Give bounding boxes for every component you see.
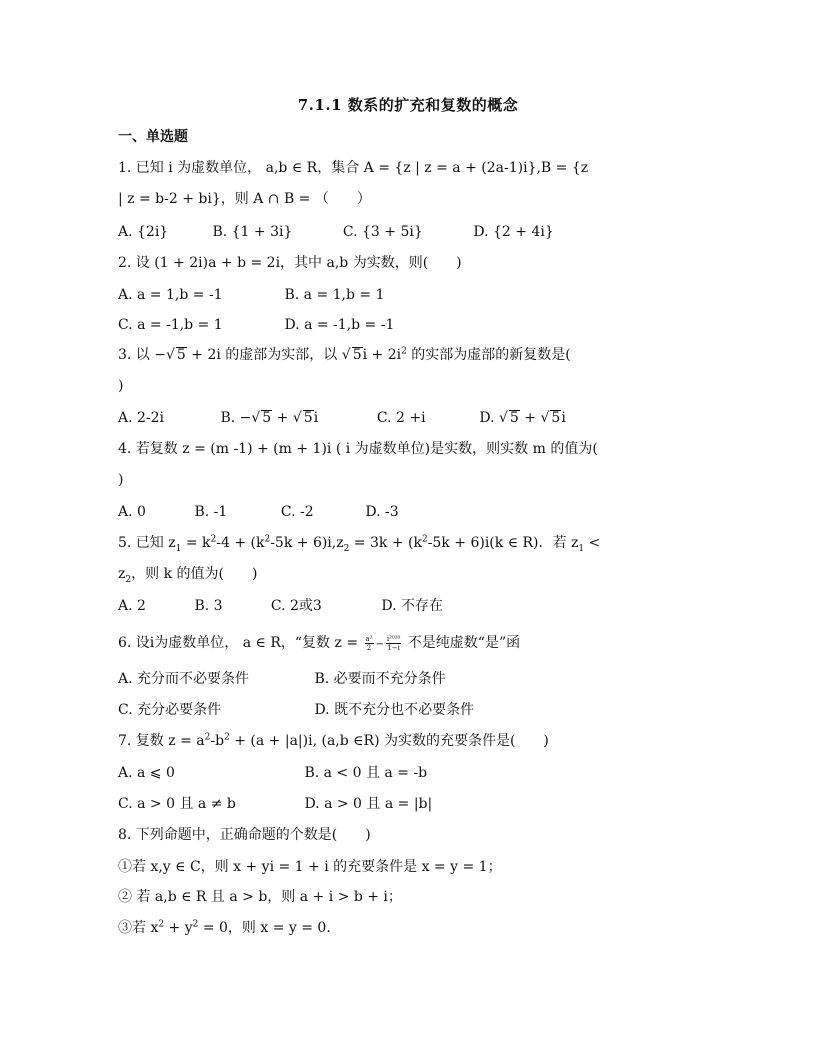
option-d: D. -3	[365, 504, 399, 520]
option-d: D. a > 0 且 a = |b|	[304, 796, 433, 812]
option-b: B. a = 1,b = 1	[284, 287, 385, 303]
question-1-options	[118, 223, 554, 241]
question-8-line-1: 8. 下列命题中，正确命题的个数是( )	[118, 827, 371, 843]
sqrt-radicand: 5	[352, 347, 362, 363]
option-c: C. a > 0 且 a ≠ b	[118, 796, 236, 812]
option-a: A. {2i}	[118, 224, 169, 240]
option-a: A. 2	[118, 598, 146, 614]
option-c: C. 2 +i	[376, 410, 426, 426]
question-2-options-row-2	[118, 316, 394, 334]
question-8-item-2: ② 若 a,b ∈ R 且 a > b，则 a + i > b + i；	[118, 889, 402, 905]
option-c: C. -2	[280, 504, 314, 520]
option-c: C. 2或3	[270, 598, 322, 614]
question-4-options	[118, 503, 399, 521]
option-c: C. {3 + 5i}	[342, 224, 423, 240]
option-b: B. -1	[194, 504, 228, 520]
question-4-line-2: )	[118, 472, 124, 488]
option-a: A. 充分而不必要条件	[118, 671, 250, 687]
option-b: B. a < 0 且 a = -b	[304, 765, 428, 781]
question-8-item-1: ①若 x,y ∈ C，则 x + yi = 1 + i 的充要条件是 x = y = 1；	[118, 859, 502, 875]
question-3-line-1: 3. 以 −√ 5 + 2i 的虚部为实部，以 √ $5i + 2i^2$ 的实部为虚部的新复数是(	[118, 346, 571, 363]
option-d: D. {2 + 4i}	[473, 224, 554, 240]
section-heading: 一、单选题	[118, 129, 188, 145]
option-d: D. √ 5 + √ 5i	[479, 410, 566, 426]
question-4-line-1: 4. 若复数 z = (m -1) + (m + 1)i ( i 为虚数单位)是实数，则实数 m 的值为(	[118, 441, 598, 457]
option-d: D. a = -1,b = -1	[284, 317, 395, 333]
question-3-line-2: )	[118, 378, 124, 394]
question-5-line-2: $z_2$，则 k 的值为( )	[118, 566, 258, 585]
option-a: A. a ⩽ 0	[118, 765, 175, 781]
question-7-options-row-1	[118, 764, 427, 782]
question-1-line-2: | z = b-2 + bi}，则 A ∩ B = （ ）	[118, 191, 371, 207]
option-a: A. a = 1,b = -1	[118, 287, 223, 303]
option-c: C. 充分必要条件	[118, 702, 222, 718]
question-5-options	[118, 597, 443, 615]
question-5-line-1: 5. 已知 $z_1 = k^2-4 + (k^2-5k + 6)i,z_2 = 3k + (k^2-5k + 6)i(k$ ∈ R)．若 $z_1$ <	[118, 534, 601, 554]
option-c: C. a = -1,b = 1	[118, 317, 223, 333]
question-2-options-row-1	[118, 286, 384, 304]
question-7-line-1: 7. 复数 $z = a^2-b^2 + (a + |a|)i$, (a,b ∈R) 为实数的充要条件是( )	[118, 732, 549, 749]
option-d: D. 既不充分也不必要条件	[314, 702, 475, 718]
option-a: A. 2-2i	[118, 410, 165, 426]
question-6-line-1: 6. 设i为虚数单位， a ∈ R，“复数 z = $\frac{\text{a²}}{2}$ − $\frac{\text{i²⁰²⁰}}{1-i}$ 不是纯虚数“是”函	[118, 634, 521, 652]
question-8-item-3: ③若 $x^2 + y^2 = 0$，则 x = y = 0．	[118, 919, 341, 936]
option-d: D. 不存在	[381, 598, 443, 614]
page-title: 7.1.1 数系的扩充和复数的概念	[297, 96, 519, 114]
sqrt-radicand: 5	[176, 347, 186, 363]
question-6-options-row-1	[118, 670, 446, 688]
option-b: B. 必要而不充分条件	[314, 671, 446, 687]
fraction: $\frac{\text{i²⁰²⁰}}{1-i}$	[386, 634, 401, 652]
question-6-options-row-2	[118, 701, 474, 719]
option-a: A. 0	[118, 504, 146, 520]
fraction: $\frac{\text{a²}}{2}$	[365, 634, 373, 652]
question-3-options	[118, 409, 566, 427]
option-b: B. −√ 5 + √ 5i	[220, 410, 319, 426]
question-7-options-row-2	[118, 795, 432, 813]
option-b: B. 3	[194, 598, 223, 614]
option-b: B. {1 + 3i}	[212, 224, 293, 240]
question-1-line-1: 1. 已知 i 为虚数单位， a,b ∈ R，集合 A = {z | z = a + (2a-1)i},B = {z	[118, 160, 589, 176]
question-2-line-1: 2. 设 (1 + 2i)a + b = 2i，其中 a,b 为实数，则( )	[118, 255, 462, 271]
